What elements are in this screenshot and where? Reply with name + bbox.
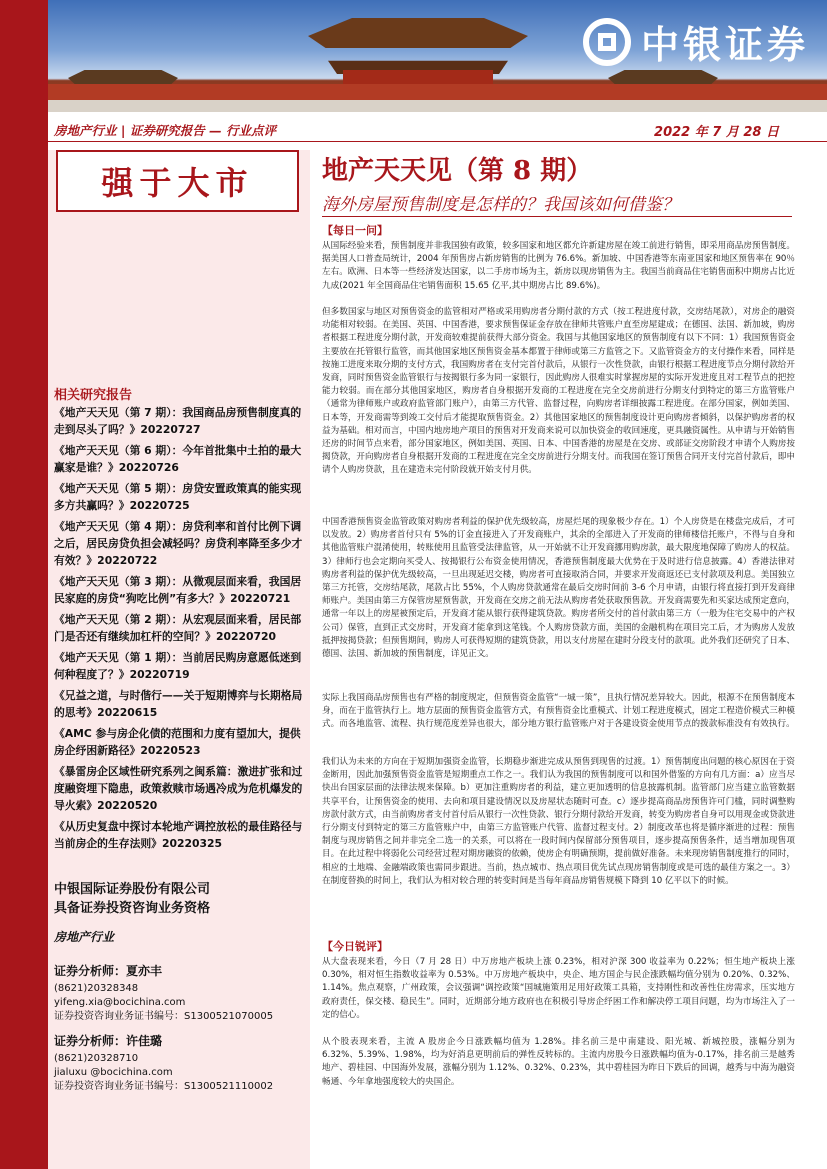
rating-label: 强于大市 (101, 164, 254, 202)
report-category: 房地产行业 | 证券研究报告 — 行业点评 (54, 123, 276, 138)
analyst-phone: (8621)20328348 (54, 983, 139, 994)
section-tag-daily-question: 【每日一问】 (322, 224, 388, 237)
related-report-link[interactable]: 《从历史复盘中探讨本轮地产调控放松的最佳路径与当前房企的生存法则》20220325 (54, 820, 303, 850)
related-report-link[interactable]: 《兄益之道，与时偕行——关于短期博弈与长期格局的思考》20220615 (54, 689, 303, 719)
brand-logo (583, 14, 809, 69)
paragraph: 中国香港预售资金监管政策对购房者利益的保护优先级较高，房屋烂尾的现象极少存在。1）个人房贷是在楼盘完成后，才可以发放。2）购房者首付只有 5%的订金直接进入了开发商账户，其余的全部进入了开发商的律师楼信托账户，不得与自身和其他监管账户混淆使用，转账使用且监管受法律监管，从一开始就不让开发商挪用购房款，最大限度地保障了购房人的权益。3）律师行也会定期向买受人、按揭银行公布资金使用情况，香港预售制度最大优势在于及时进行信息披露。4）香港法律对购房者利益的保护优先级较高，一旦出现延迟交楼，购房者可直接取消合同，并要求开发商返还已支付款项及利息。美国独立第三方托管，交房结尾款，尾款占比 55%，个人购房贷款通常在最后交房时间前 3-6 个月申请，由银行将直接打到开发商律师账户。美国由第三方保管房屋预售款，开发商在交房之前无法从购房者处获取预售款。开发商需要先和买家达成预定意向，通常一年以上的房屋被预定后，开发商才能从银行获得建筑贷款。购房者所交付的首付款由第三方（一般为住宅交易中的产权公司）保管，直到正式交房时，开发商才能拿到这笔钱。个人购房贷款方面，美国的金融机构在项目完工后，才为购房人发放抵押按揭贷款；但预售期间，购房人可获得短期的建筑贷款，用以支付房屋在建时分段支付的款项。此外我们还研究了日本、德国、法国、新加坡的预售制度，详见正文。 (322, 517, 795, 660)
analyst-license: 证券投资咨询业务证书编号：S1300521110002 (54, 1081, 274, 1092)
analyst-email[interactable]: yifeng.xia@bocichina.com (54, 997, 186, 1008)
category-row (48, 116, 827, 142)
title-divider (322, 216, 792, 217)
roof-decoration (308, 18, 528, 48)
related-report-link[interactable]: 《地产天天见（第 4 期）：房贷利率和首付比例下调之后，居民房贷负担会减轻吗？房贷利率降至多少才有效？》20220722 (54, 520, 303, 567)
analyst-card (54, 962, 309, 1024)
report-title: 地产天天见（第 8 期） (322, 156, 593, 186)
company-qualification: 具备证券投资咨询业务资格 (54, 901, 211, 916)
paragraph: 从国际经验来看，预售制度并非我国独有政策，较多国家和地区都允许新建房屋在竣工前进行销售，即采用商品房预售制度。据美国人口普查局统计，2004 年预售房占新房销售的比例为 76.6%。新加坡、中国香港等东南亚国家和地区预售率在 90％左右。欧洲、日本等一些经济发达国家，以二手房市场为主，新房以现房销售为主。我国当前商品住宅销售面积中期房占比近九成(2021 年全国商品住宅销售面积 15.65 亿平,其中期房占比 89.6%)。 (322, 241, 795, 291)
coin-icon (583, 18, 631, 66)
related-reports-heading: 相关研究报告 (54, 388, 133, 403)
analyst-email[interactable]: jialuxu @bocichina.com (54, 1067, 173, 1078)
paragraph: 但多数国家与地区对预售资金的监管相对严格或采用购房者分期付款的方式（按工程进度付款，交房结尾款），对房企的融资功能相对较弱。在美国、英国、中国香港，要求预售保证金存放在律师共管账户直至房屋建成；在德国、法国、新加坡，购房者根据工程进度分期付款，开发商较难提前获得大部分资金。我国与其他国家地区的预售制度有以下不同：1）我国预售资金主要放在托管银行监管，而其他国家地区预售资金基本都置于律师或第三方监管之下。又监管资金方的支付操作来看，同样是按施工进度来取分期的支付方式，我国购房者在支付完首付款后，从银行一次性贷款，由银行根据工程进度节点分期付款给开发商，同时预售资金监管银行与按揭银行多为同一家银行，因此购房人很难实时掌握房屋的实际开发进度且对工程节点的把控能力较弱。而在部分其他国家地区，购房者自身根据开发商的工程进度在完全交房前进行分期支付到特定的第三方监管账户（通常为律师账户或政府监管部门账户），由第三方代管、监督过程，向购房者详细披露工程进度。在部分国家，例如美国、日本等，开发商需等到竣工交付后才能提取预售资金。2）其他国家地区的预售制度设计更向购房者倾斜，以保护购房者的权益为基础。相对而言，中国内地房地产项目的预售对开发商来说可以加快资金的收回速度，更具融资属性。从申请与开始销售还房的时间节点来看，部分国家地区，例如美国、英国、日本、中国香港的房屋是在交房、或部证交房阶段才申请个人购房按揭贷款，开向购房者自身根据开发商的工程进度在完全交房前进行分期支付。而我国在签订预售合同开支付完首付款后，即申请个人购房贷款，且在建造未完付阶段就开始支付月供。 (322, 307, 795, 476)
brand-name: 中银证券 (640, 22, 809, 67)
rating-box (56, 150, 299, 212)
paragraph: 实际上我国商品房预售也有严格的制度规定，但预售资金监管“一城一策”，且执行情况差异较大。因此，根源不在预售制度本身，而在于监管执行上。地方层面的预售资金监管方式，有预售资金比重模式、计划工程进度模式，固定工程造价模式三种模式。而各地监管、流程、执行规范度差异也很大，部分地方银行监管账户对于各建设资金使用节点的拨款标准没有有效执行。 (322, 693, 795, 730)
related-report-link[interactable]: 《地产天天见（第 1 期）：当前居民购房意愿低迷到何种程度了？》20220719 (54, 651, 302, 681)
analyst-license: 证券投资咨询业务证书编号：S1300521070005 (54, 1011, 274, 1022)
paragraph: 从个股表现来看，主流 A 股房企今日涨跌幅均值为 1.28%。排名前三是中南建设、阳光城、新城控股，涨幅分别为 6.32%、5.39%、1.98%，均为好消息更明前后的弹性反转标的。主流内房股今日涨跌幅均值为-0.17%，排名前三是越秀地产、碧桂园、中国海外发展，涨幅分别为 1.12%、0.32%、0.23%，其中碧桂园为昨日下跌后的回调，越秀与中海为融资畅通、今年拿地强度较大的央国企。 (322, 1037, 795, 1087)
section-tag-daily-review: 【今日锐评】 (322, 940, 388, 953)
analyst-name: 证券分析师：许佳璐 (54, 1034, 163, 1048)
analyst-phone: (8621)20328710 (54, 1053, 139, 1064)
related-report-link[interactable]: 《地产天天见（第 5 期）：房贷安置政策真的能实现多方共赢吗？》20220725 (54, 482, 302, 512)
left-accent-band (0, 0, 48, 1169)
base-decoration (48, 100, 827, 112)
related-report-link[interactable]: 《地产天天见（第 3 期）：从微观层面来看，我国居民家庭的房贷“狗吃比例”有多大？》20220721 (54, 575, 302, 605)
paragraph: 从大盘表现来看，今日（7 月 28 日）中万房地产板块上涨 0.23%，相对沪深 300 收益率为 0.22%；恒生地产板块上涨 0.30%，相对恒生指数收益率为 0.53%。中万房地产板块中，央企、地方国企与民企涨跌幅均值分别为 0.20%、0.32%、1.14%。焦点观察，广州政策，会议强调“调控政策“国城施策用足用好政策工具箱，支持刚性和改善性住房需求，压实地方政府责任，保交楼、稳民生”。同时，近期部分地方政府也在积极引导房企纾困工作和解决停工项目问题，均为市场注入了一定的信心。 (322, 957, 795, 1020)
related-reports-list (54, 404, 306, 856)
paragraph: 我们认为未来的方向在于短期加强资金监管，长期稳步渐进完成从预售到现售的过渡。1）预售制度出问题的核心原因在于资金断用，因此加强预售资金监管是短期重点工作之一。我们认为我国的预售制度可以和国外借鉴的方向有几方面：a）应当尽快出台国家层面的法律法规来保障。b）更加注重购房者的利益，建立更加透明的信息披露机制。监管部门应当建立监管数据共享平台，让预售资金的使用、去向和项目建设情况以及房屋状态随时可查。c）逐步提高商品房预售许可门槛，同时调整购房款付款方式，由当前购房者支付首付后从银行一次性贷款、银行分期付款给开发商，转变为购房者自身可以用现金或贷款进行分期支付到特定的第三方监管账户中，由第三方监管账户代管、监督过程支付。2）制度改革也将是循序渐进的过程：预售制度与现房销售之间并非完全二选一的关系，可以将在一段时间内保留部分预售项目，逐步提高预售条件，适当增加现售项目。在此过程中将弱化公司经营过程对期房融资的依赖，使房企有明确预期，提前做好准备。未来现房销售制度推行的同时，相应的土地端、金融端政策也需同步跟进。当前，热点城市、热点项目优先试点现房销售制度或是可选的最佳方案之一。3）在制度替换的时间上，我们认为相对较合理的转变时间是当每年商品房销售规模下降到 10 亿平以下的时候。 (322, 757, 795, 886)
report-date: 2022 年 7 月 28 日 (654, 125, 779, 140)
header-banner (48, 0, 827, 112)
company-info (54, 880, 306, 918)
industry-label: 房地产行业 (54, 930, 115, 944)
company-name: 中银国际证券股份有限公司 (54, 882, 211, 897)
analyst-name: 证券分析师：夏亦丰 (54, 964, 163, 978)
related-report-link[interactable]: 《AMC 参与房企化债的范围和力度有望加大，提供房企纾困新路径》20220523 (54, 727, 301, 757)
related-report-link[interactable]: 《地产天天见（第 6 期）：今年首批集中土拍的最大赢家是谁？》20220726 (54, 444, 302, 474)
related-report-link[interactable]: 《暴雷房企区域性研究系列之闽系篇：激进扩张和过度融资埋下隐患，政策救赎市场遇冷成为危机爆发的导火索》20220520 (54, 765, 303, 812)
related-report-link[interactable]: 《地产天天见（第 7 期）：我国商品房预售制度真的走到尽头了吗？》20220727 (54, 406, 302, 436)
analyst-card (54, 1032, 309, 1094)
report-subtitle: 海外房屋预售制度是怎样的？我国该如何借鉴？ (322, 195, 679, 215)
related-report-link[interactable]: 《地产天天见（第 2 期）：从宏观层面来看，居民部门是否还有继续加杠杆的空间？》20220720 (54, 613, 302, 643)
